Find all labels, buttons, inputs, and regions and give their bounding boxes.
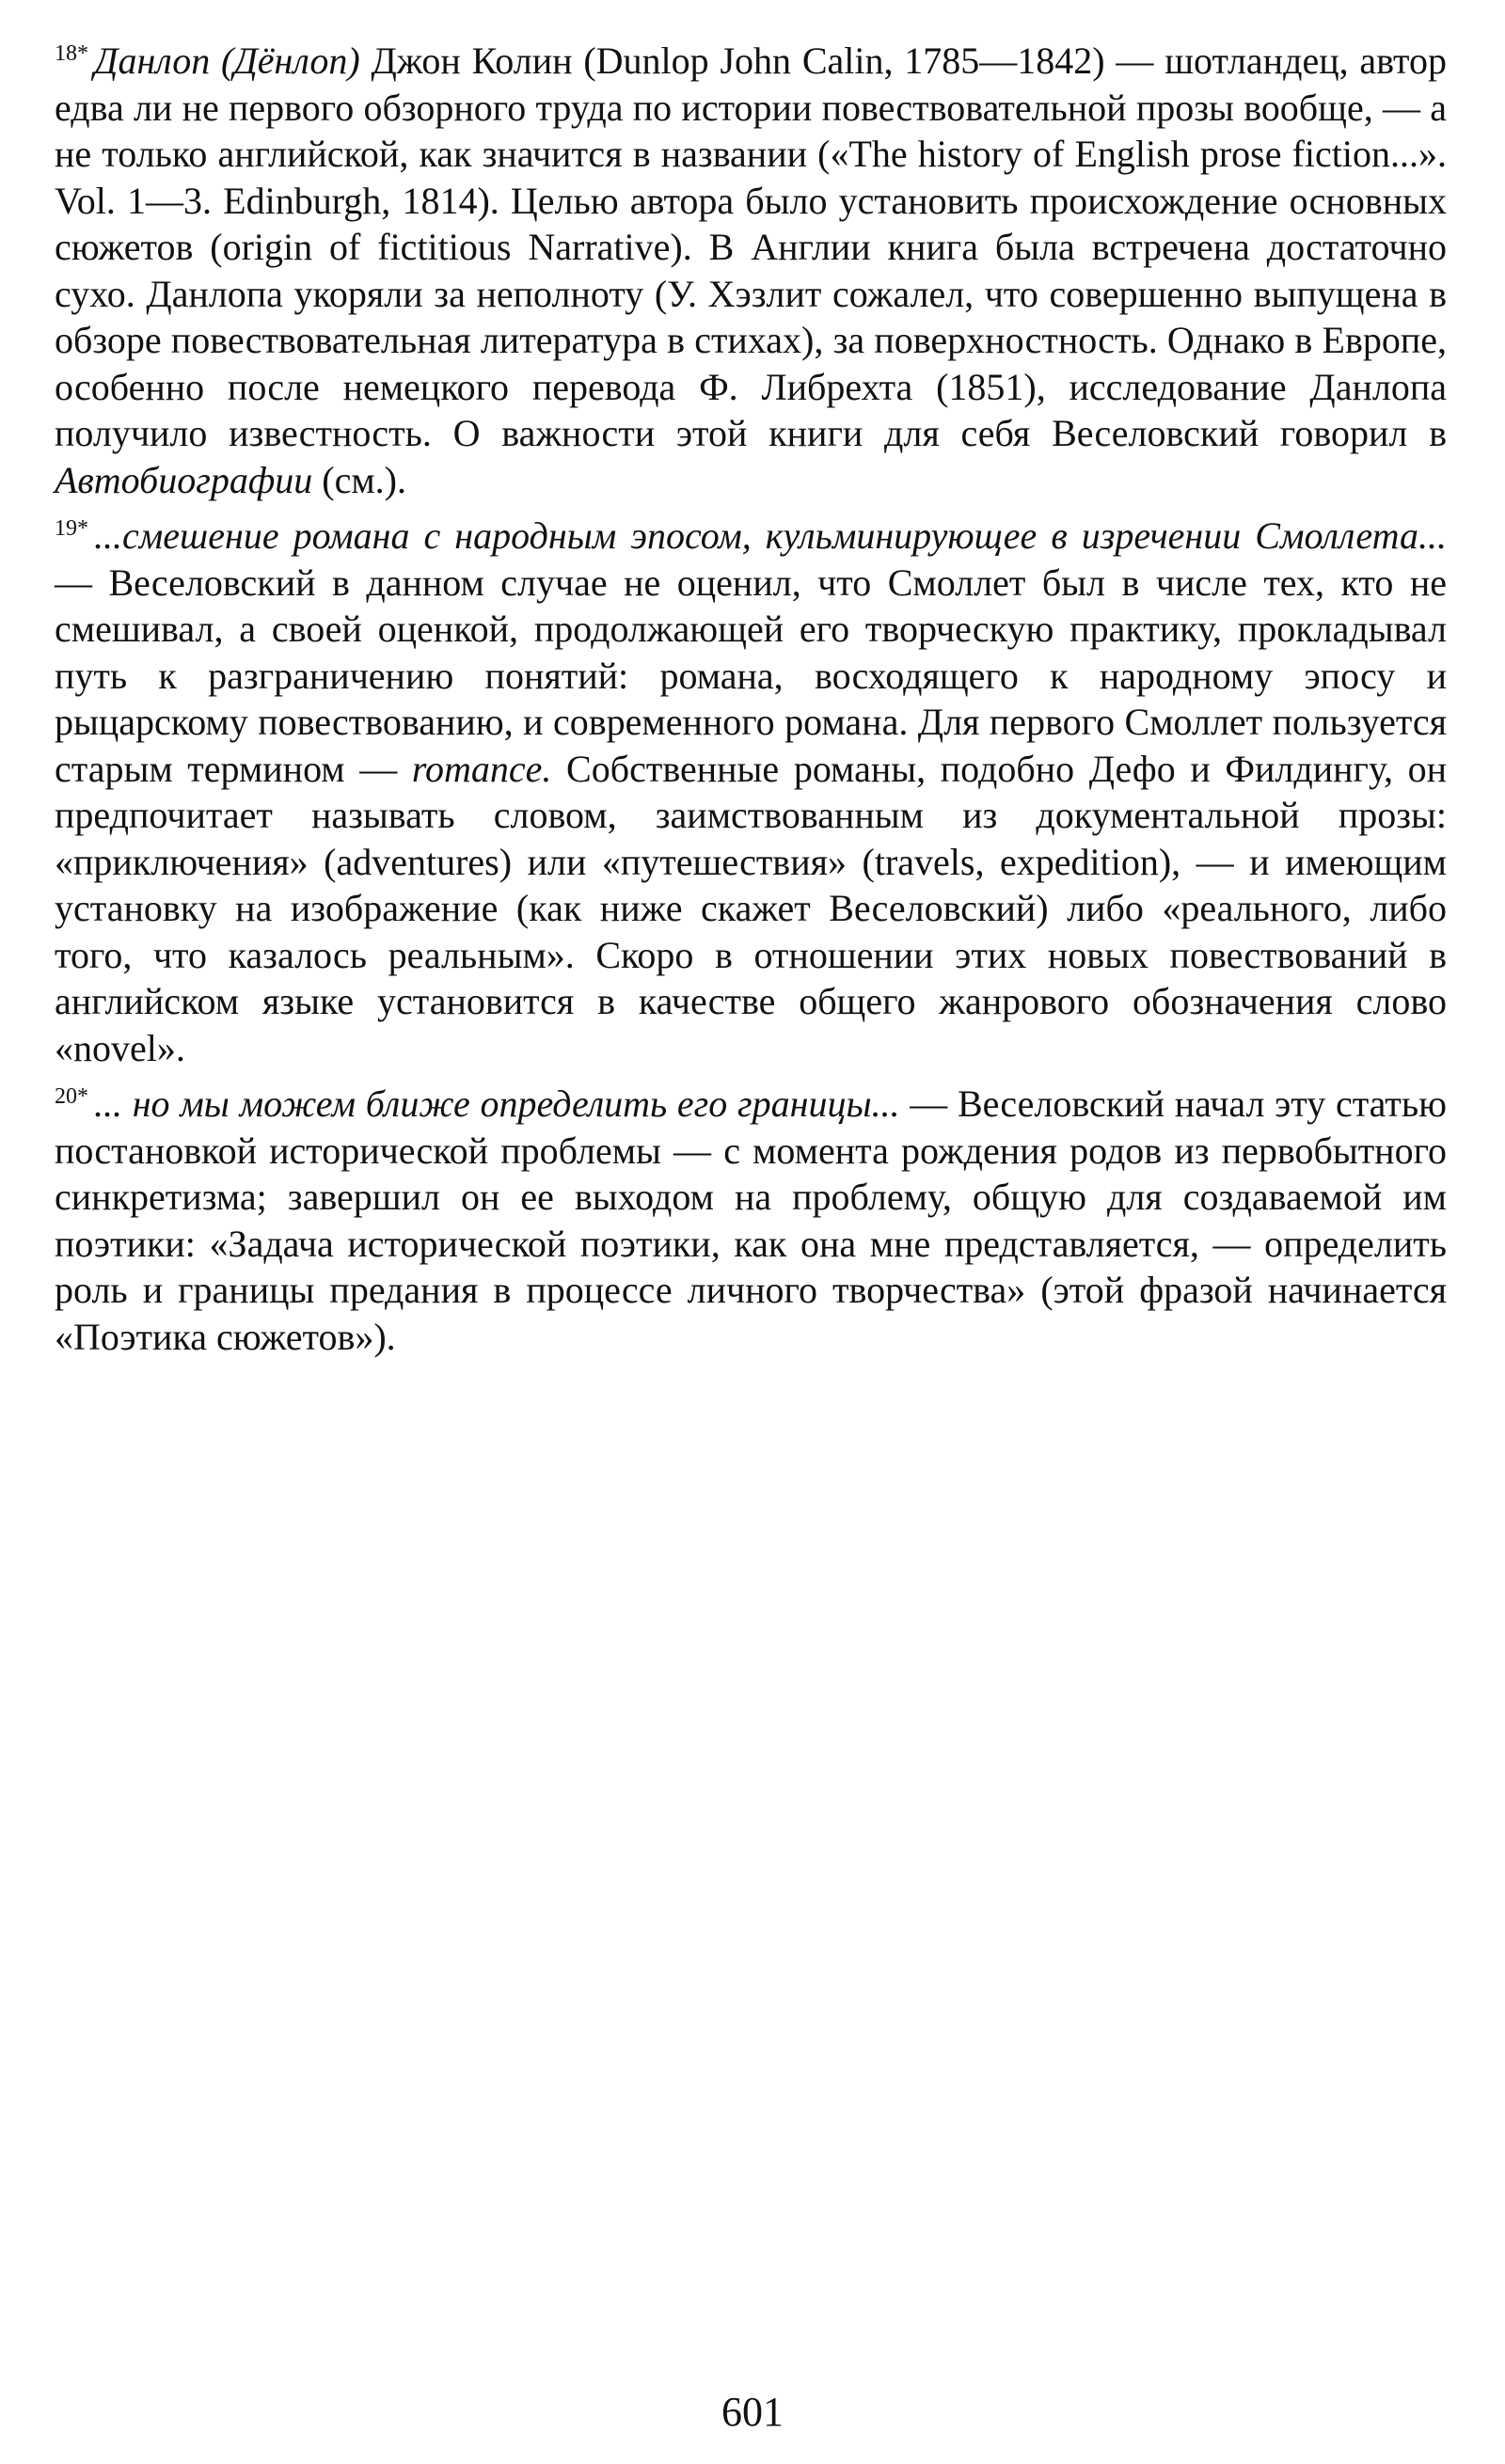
footnote-20	[55, 1081, 1447, 1360]
footnote-number: 20*	[55, 1083, 88, 1109]
page-number: 601	[721, 2389, 784, 2435]
footnote-text: (см.).	[312, 458, 406, 501]
footnote-18	[55, 38, 1447, 503]
footnote-text: — Веселовский начал эту статью постановкой исторической проблемы — с момента рождения родов из первобытного синкретизма; завершил он ее выходом на проблему, общую для создаваемой им поэтики: «Задача исторической поэтики, как она мне представляется, — определить роль и границы предания в процессе личного творчества» (этой фразой начинается «Поэтика сюжетов»).	[55, 1082, 1448, 1358]
footnote-number: 19*	[55, 515, 88, 541]
footnote-emphasis: romance.	[411, 747, 552, 790]
footnotes-block	[55, 38, 1447, 1369]
footnote-text: Собственные романы, подобно Дефо и Филдингу, он предпочитает называть словом, заимствованным из документальной прозы: «приключения» (adventures) или «путешествия» (travels, expedition), — и имеющим установку на изображение (как ниже скажет Веселовский) либо «реального, либо того, что казалось реальным». Скоро в отношении этих новых повествований в английском языке установится в качестве общего жанрового обозначения слово «novel».	[55, 747, 1448, 1069]
footnote-lead-italic: Данлоп (Дёнлоп)	[94, 39, 360, 82]
footnote-19	[55, 513, 1447, 1071]
footnote-number: 18*	[55, 40, 88, 66]
footnote-text: — Веселовский в данном случае не оценил, что Смоллет был в числе тех, кто не смешивал, а своей оценкой, продолжающей его творческую практику, прокладывал путь к разграничению понятий: романа, восходящего к народному эпосу и рыцарскому повествованию, и современного романа. Для первого Смоллет пользуется старым термином —	[55, 561, 1447, 790]
footnote-emphasis: Автобиографии	[55, 458, 313, 501]
footnote-lead-italic: ... но мы можем ближе определить его границы...	[94, 1082, 900, 1125]
footnote-text: Джон Колин (Dunlop John Calin, 1785—1842) — шотландец, автор едва ли не первого обзорного труда по истории повествовательной прозы вообще, — а не только английской, как значится в названии («The history of English prose fiction...». Vol. 1—3. Edinburgh, 1814). Целью автора было установить происхождение основных сюжетов (origin of fictitious Narrative). В Англии книга была встречена достаточно сухо. Данлопа укоряли за неполноту (У. Хэзлит сожалел, что совершенно выпущена в обзоре повествовательная литература в стихах), за поверхностность. Однако в Европе, особенно после немецкого перевода Ф. Либрехта (1851), исследование Данлопа получило известность. О важности этой книги для себя Веселовский говорил в	[55, 39, 1448, 454]
footnote-lead-italic: ...смешение романа с народным эпосом, кульминирующее в изречении Смоллета...	[94, 514, 1447, 557]
